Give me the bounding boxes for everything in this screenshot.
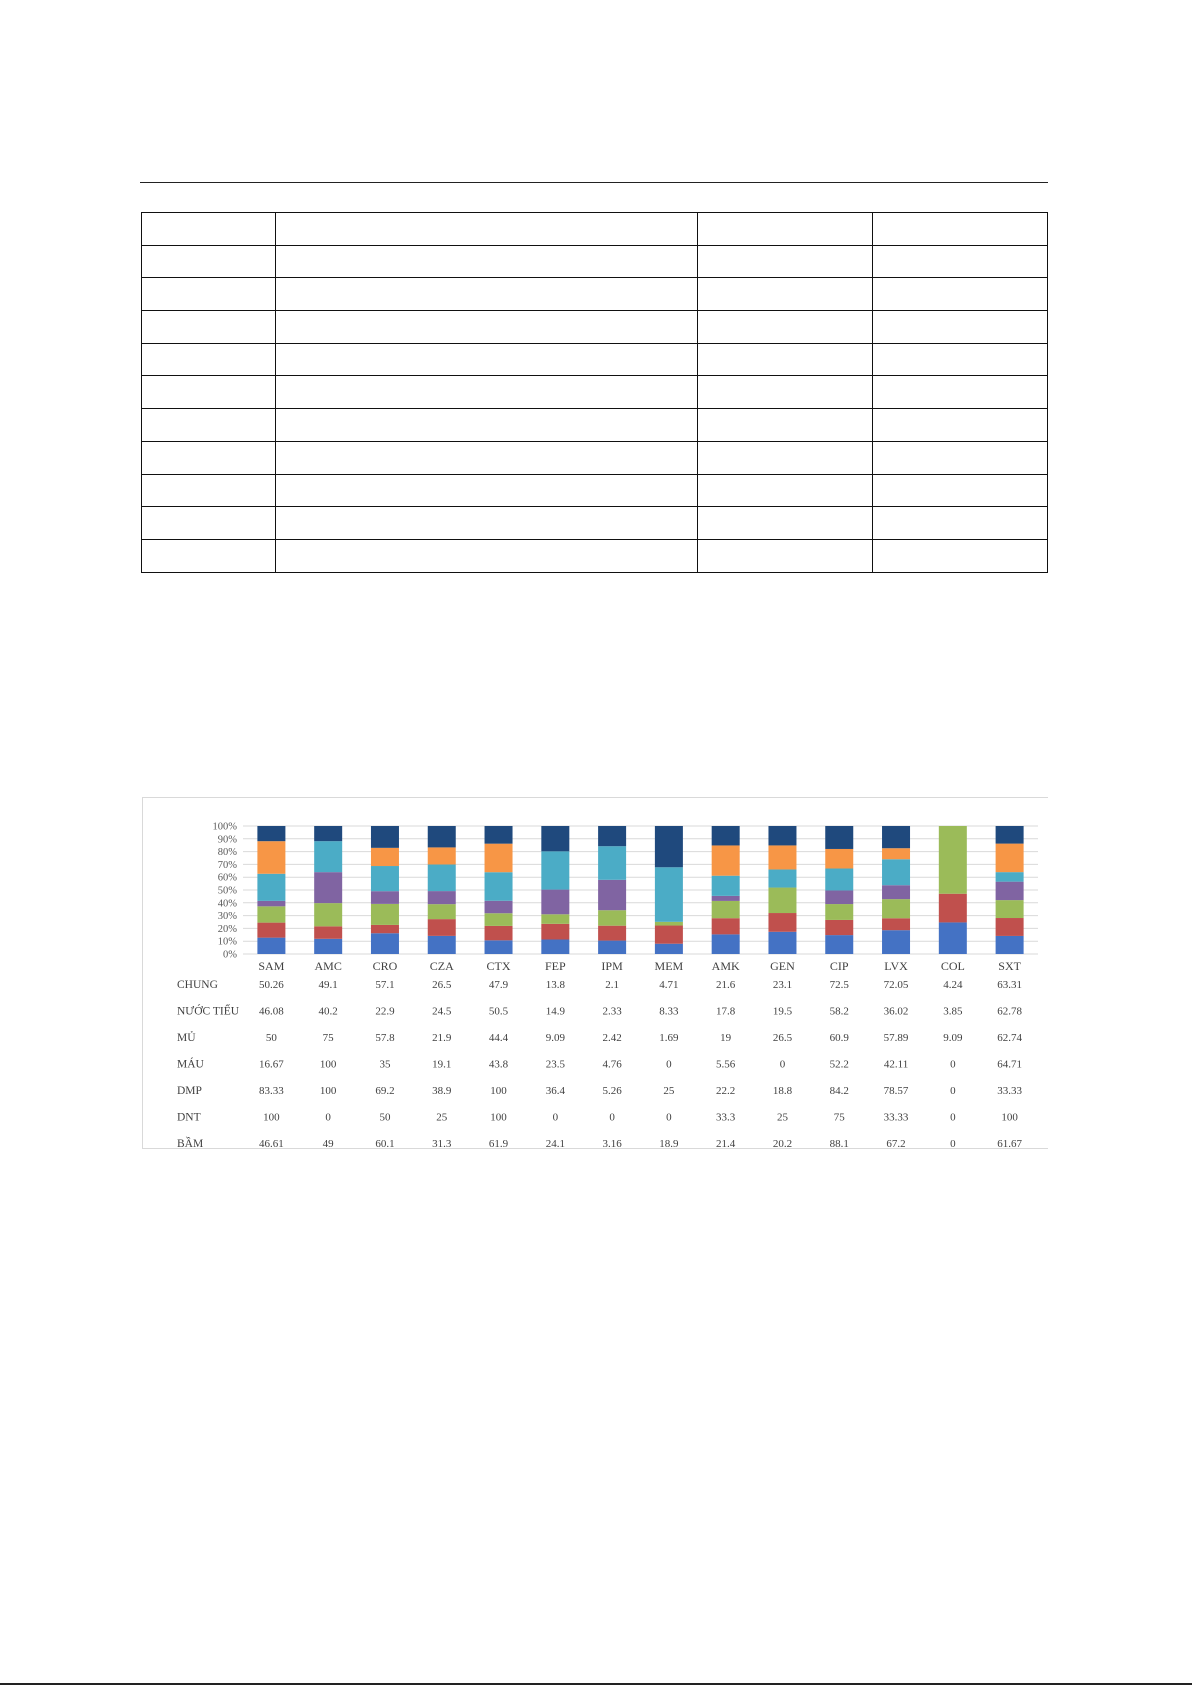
table-cell — [142, 376, 276, 409]
data-cell-value: 16.67 — [259, 1058, 284, 1071]
data-cell-value: 5.56 — [716, 1058, 736, 1071]
data-cell-value: 100 — [319, 1058, 337, 1071]
bar-segment — [712, 934, 740, 954]
data-cell-value: 60.9 — [829, 1032, 849, 1044]
data-cell-value: 57.89 — [883, 1032, 909, 1044]
bar-segment — [712, 826, 740, 845]
table-row — [142, 441, 1048, 474]
bar-segment — [882, 848, 910, 859]
y-tick-label: 50% — [217, 885, 237, 897]
table-cell — [276, 539, 698, 572]
table-cell — [873, 245, 1048, 278]
bar-segment — [428, 864, 456, 891]
data-cell-value: 24.5 — [432, 1005, 452, 1018]
bar-segment — [485, 826, 513, 844]
table-cell — [873, 507, 1048, 540]
table-cell — [873, 409, 1048, 442]
bar-segment — [882, 930, 910, 954]
data-cell-value: 3.16 — [602, 1138, 622, 1148]
x-tick-label: LVX — [884, 959, 908, 973]
bar-segment — [371, 933, 399, 954]
table-row — [142, 311, 1048, 344]
data-cell-value: 50 — [265, 1032, 277, 1044]
bar-segment — [598, 910, 626, 925]
table-cell — [698, 278, 873, 311]
bar-segment — [996, 900, 1024, 918]
data-cell-value: 25 — [436, 1111, 448, 1124]
x-tick-label: IPM — [601, 959, 623, 973]
table-row — [142, 474, 1048, 507]
bar-segment — [598, 880, 626, 910]
bar-segment — [371, 904, 399, 925]
table-cell — [276, 376, 698, 409]
data-cell-value: 62.78 — [997, 1005, 1022, 1018]
data-cell-value: 61.9 — [488, 1138, 509, 1148]
bar-segment — [825, 935, 853, 954]
data-cell-value: 22.9 — [375, 1005, 395, 1018]
data-cell-value: 4.71 — [659, 979, 679, 991]
table-cell — [142, 539, 276, 572]
data-cell-value: 0 — [779, 1058, 786, 1071]
data-cell-value: 58.2 — [829, 1005, 849, 1018]
data-cell-value: 17.8 — [716, 1005, 736, 1018]
data-cell-value: 24.1 — [545, 1138, 565, 1148]
data-cell-value: 19 — [720, 1032, 732, 1044]
bar-segment — [314, 872, 342, 903]
data-cell-value: 13.8 — [545, 979, 565, 991]
y-tick-label: 90% — [217, 834, 237, 846]
bar-segment — [996, 936, 1024, 954]
empty-table — [141, 212, 1048, 573]
series-row-label: BẦM — [177, 1138, 204, 1148]
table-cell — [142, 343, 276, 376]
bar-segment — [712, 918, 740, 934]
data-cell-value: 1.69 — [659, 1032, 679, 1044]
bar-segment — [939, 922, 967, 954]
table-cell — [276, 507, 698, 540]
data-cell-value: 42.11 — [883, 1058, 909, 1071]
table-cell — [698, 409, 873, 442]
bar-segment — [712, 901, 740, 918]
bar-segment — [541, 914, 569, 924]
x-tick-label: CZA — [429, 959, 454, 973]
data-cell-value: 72.05 — [883, 979, 909, 991]
data-cell-value: 0 — [666, 1111, 672, 1124]
table-cell — [698, 474, 873, 507]
bar-segment — [768, 888, 796, 913]
data-cell-value: 50.5 — [488, 1005, 509, 1018]
data-cell-value: 64.71 — [997, 1058, 1022, 1071]
bar-segment — [768, 826, 796, 845]
table-cell — [142, 278, 276, 311]
data-cell-value: 38.9 — [432, 1085, 452, 1097]
bar-segment — [371, 848, 399, 866]
bar-segment — [257, 901, 285, 906]
data-cell-value: 21.9 — [432, 1032, 452, 1044]
bar-segment — [428, 826, 456, 847]
data-cell-value: 3.85 — [943, 1005, 963, 1018]
bar-segment — [598, 846, 626, 880]
x-tick-label: AMC — [314, 959, 342, 973]
data-cell-value: 36.4 — [545, 1085, 565, 1097]
data-cell-value: 84.2 — [829, 1085, 849, 1097]
data-cell-value: 50 — [379, 1111, 391, 1124]
data-cell-value: 63.31 — [997, 979, 1022, 991]
x-tick-label: CRO — [372, 959, 398, 973]
x-tick-label: CTX — [486, 959, 511, 973]
data-cell-value: 2.1 — [605, 979, 619, 991]
data-cell-value: 52.2 — [829, 1058, 849, 1071]
bar-segment — [541, 939, 569, 954]
bar-segment — [598, 941, 626, 954]
bar-segment — [655, 826, 683, 867]
table-cell — [276, 213, 698, 246]
data-cell-value: 0 — [950, 1085, 956, 1097]
table-cell — [276, 409, 698, 442]
series-row-label: DMP — [177, 1085, 202, 1097]
data-cell-value: 18.8 — [772, 1085, 793, 1097]
x-tick-label: AMK — [711, 959, 740, 973]
data-cell-value: 31.3 — [432, 1138, 452, 1148]
table-cell — [276, 441, 698, 474]
data-cell-value: 0 — [950, 1138, 956, 1148]
bar-segment — [768, 913, 796, 932]
table-row — [142, 539, 1048, 572]
bar-segment — [485, 926, 513, 940]
bar-segment — [882, 859, 910, 885]
bar-segment — [541, 851, 569, 889]
table-cell — [873, 213, 1048, 246]
data-cell-value: 100 — [490, 1085, 507, 1097]
data-cell-value: 4.76 — [602, 1058, 622, 1071]
table-cell — [276, 474, 698, 507]
data-cell-value: 75 — [833, 1111, 845, 1124]
bar-segment — [314, 841, 342, 872]
table-cell — [698, 539, 873, 572]
data-cell-value: 40.2 — [318, 1005, 338, 1018]
table-row — [142, 343, 1048, 376]
table-cell — [142, 441, 276, 474]
table-cell — [698, 343, 873, 376]
table-cell — [698, 376, 873, 409]
bar-segment — [768, 869, 796, 887]
data-cell-value: 21.6 — [716, 979, 736, 991]
data-cell-value: 0 — [666, 1058, 672, 1071]
y-tick-label: 30% — [217, 911, 237, 923]
data-cell-value: 0 — [552, 1111, 559, 1124]
data-cell-value: 57.1 — [375, 979, 395, 991]
table-row — [142, 376, 1048, 409]
bar-segment — [996, 918, 1024, 936]
bar-segment — [257, 923, 285, 938]
bar-segment — [655, 944, 683, 954]
chart-frame — [142, 797, 1048, 1149]
bar-segment — [939, 826, 967, 894]
data-cell-value: 35 — [379, 1058, 391, 1071]
bar-segment — [655, 922, 683, 926]
bar-segment — [485, 940, 513, 954]
data-cell-value: 0 — [950, 1111, 956, 1124]
x-tick-label: GEN — [770, 959, 795, 973]
data-cell-value: 50.26 — [259, 979, 284, 991]
table-cell — [698, 245, 873, 278]
data-cell-value: 23.1 — [772, 979, 793, 991]
table-cell — [873, 343, 1048, 376]
bar-segment — [371, 891, 399, 904]
table-cell — [142, 507, 276, 540]
bar-segment — [257, 826, 285, 841]
bar-segment — [825, 920, 853, 935]
bar-segment — [825, 890, 853, 904]
bar-segment — [485, 901, 513, 914]
bar-segment — [939, 894, 967, 923]
data-cell-value: 19.5 — [772, 1005, 793, 1018]
bar-segment — [428, 891, 456, 904]
data-cell-value: 5.26 — [602, 1085, 622, 1097]
table-cell — [873, 311, 1048, 344]
bar-segment — [996, 844, 1024, 873]
bar-segment — [371, 925, 399, 933]
table-cell — [276, 278, 698, 311]
data-cell-value: 33.3 — [716, 1111, 736, 1124]
bar-segment — [541, 890, 569, 915]
bar-segment — [768, 932, 796, 954]
table-cell — [276, 311, 698, 344]
bar-segment — [882, 885, 910, 899]
bar-segment — [882, 899, 910, 918]
data-cell-value: 22.2 — [716, 1085, 736, 1097]
y-tick-label: 70% — [217, 859, 237, 871]
header-rule — [140, 182, 1048, 183]
y-tick-label: 10% — [217, 936, 237, 948]
table-cell — [142, 213, 276, 246]
data-cell-value: 0 — [325, 1111, 331, 1124]
bar-segment — [712, 876, 740, 896]
bar-segment — [541, 924, 569, 940]
x-tick-label: MEM — [654, 959, 684, 973]
series-row-label: DNT — [177, 1111, 201, 1124]
bar-segment — [882, 918, 910, 930]
data-cell-value: 100 — [1001, 1111, 1018, 1124]
bar-segment — [655, 926, 683, 944]
bar-segment — [257, 938, 285, 954]
table-cell — [142, 409, 276, 442]
bar-segment — [485, 872, 513, 901]
bar-segment — [428, 919, 456, 936]
data-cell-value: 67.2 — [886, 1138, 906, 1148]
data-cell-value: 20.2 — [772, 1138, 793, 1148]
bar-segment — [371, 866, 399, 891]
bar-segment — [712, 896, 740, 901]
bar-segment — [257, 841, 285, 874]
bar-segment — [485, 844, 513, 873]
bar-segment — [257, 874, 285, 901]
data-cell-value: 18.9 — [659, 1138, 679, 1148]
bar-segment — [768, 845, 796, 869]
y-tick-label: 80% — [217, 847, 237, 859]
data-cell-value: 75 — [322, 1032, 334, 1044]
data-cell-value: 21.4 — [716, 1138, 736, 1148]
data-cell-value: 19.1 — [432, 1058, 452, 1071]
data-cell-value: 88.1 — [829, 1138, 849, 1148]
x-tick-label: FEP — [544, 959, 566, 973]
data-cell-value: 36.02 — [883, 1005, 909, 1018]
bar-segment — [996, 882, 1024, 900]
bar-segment — [428, 847, 456, 864]
bar-segment — [541, 826, 569, 851]
y-tick-label: 20% — [217, 923, 237, 935]
bar-segment — [882, 826, 910, 848]
series-row-label: CHUNG — [177, 979, 218, 991]
data-cell-value: 25 — [663, 1085, 675, 1097]
data-cell-value: 26.5 — [772, 1032, 793, 1044]
bar-segment — [485, 913, 513, 926]
bar-segment — [996, 826, 1024, 844]
table-cell — [698, 311, 873, 344]
data-cell-value: 100 — [490, 1111, 507, 1124]
bar-segment — [314, 903, 342, 926]
data-cell-value: 83.33 — [259, 1085, 284, 1097]
table-cell — [873, 539, 1048, 572]
bar-segment — [825, 904, 853, 920]
data-cell-value: 33.33 — [997, 1085, 1022, 1097]
bar-segment — [428, 904, 456, 919]
bar-segment — [257, 906, 285, 922]
data-cell-value: 69.2 — [375, 1085, 395, 1097]
data-cell-value: 60.1 — [375, 1138, 395, 1148]
data-cell-value: 2.42 — [602, 1032, 622, 1044]
data-cell-value: 0 — [950, 1058, 956, 1071]
table-cell — [698, 441, 873, 474]
table-cell — [276, 343, 698, 376]
bar-segment — [314, 939, 342, 954]
data-cell-value: 44.4 — [488, 1032, 509, 1044]
data-cell-value: 8.33 — [659, 1005, 679, 1018]
data-cell-value: 78.57 — [883, 1085, 909, 1097]
data-cell-value: 14.9 — [545, 1005, 565, 1018]
data-cell-value: 23.5 — [545, 1058, 565, 1071]
data-cell-value: 61.67 — [997, 1138, 1022, 1148]
table-cell — [276, 245, 698, 278]
y-tick-label: 60% — [217, 872, 237, 884]
table-row — [142, 213, 1048, 246]
data-cell-value: 47.9 — [488, 979, 509, 991]
data-cell-value: 46.08 — [259, 1005, 284, 1018]
table-row — [142, 278, 1048, 311]
bar-segment — [996, 872, 1024, 882]
data-cell-value: 100 — [319, 1085, 337, 1097]
bar-segment — [428, 936, 456, 954]
bar-segment — [825, 869, 853, 891]
y-tick-label: 0% — [223, 949, 237, 961]
data-cell-value: 33.33 — [883, 1111, 909, 1124]
data-cell-value: 4.24 — [943, 979, 963, 991]
stacked-bar-chart — [143, 798, 1048, 1148]
bar-segment — [655, 867, 683, 922]
empty-table-body — [142, 213, 1048, 573]
table-row — [142, 409, 1048, 442]
x-tick-label: COL — [940, 959, 965, 973]
table-cell — [698, 213, 873, 246]
y-tick-label: 100% — [212, 821, 237, 833]
bar-segment — [598, 826, 626, 846]
data-cell-value: 9.09 — [545, 1032, 565, 1044]
table-cell — [142, 474, 276, 507]
data-cell-value: 57.8 — [375, 1032, 395, 1044]
series-row-label: NƯỚC TIỂU — [177, 1005, 240, 1018]
data-cell-value: 62.74 — [997, 1032, 1022, 1044]
table-cell — [698, 507, 873, 540]
data-cell-value: 2.33 — [602, 1005, 622, 1018]
data-cell-value: 72.5 — [829, 979, 849, 991]
y-tick-label: 40% — [217, 898, 237, 910]
data-cell-value: 25 — [776, 1111, 788, 1124]
table-cell — [142, 311, 276, 344]
table-cell — [142, 245, 276, 278]
data-cell-value: 100 — [263, 1111, 280, 1124]
bar-segment — [314, 926, 342, 938]
table-row — [142, 507, 1048, 540]
x-tick-label: SAM — [258, 959, 285, 973]
bar-segment — [598, 926, 626, 941]
table-cell — [873, 278, 1048, 311]
bar-segment — [314, 826, 342, 841]
series-row-label: MÁU — [177, 1058, 204, 1071]
bar-segment — [825, 849, 853, 869]
bar-segment — [825, 826, 853, 849]
bar-segment — [371, 826, 399, 848]
x-tick-label: SXT — [998, 959, 1021, 973]
data-cell-value: 9.09 — [943, 1032, 963, 1044]
series-row-label: MỦ — [177, 1032, 196, 1044]
bar-segment — [712, 845, 740, 875]
table-cell — [873, 441, 1048, 474]
table-cell — [873, 376, 1048, 409]
data-cell-value: 0 — [609, 1111, 615, 1124]
data-cell-value: 26.5 — [432, 979, 452, 991]
data-cell-value: 43.8 — [488, 1058, 509, 1071]
x-tick-label: CIP — [829, 959, 849, 973]
table-row — [142, 245, 1048, 278]
data-cell-value: 49 — [322, 1138, 334, 1148]
table-cell — [873, 474, 1048, 507]
data-cell-value: 49.1 — [318, 979, 338, 991]
data-cell-value: 46.61 — [259, 1138, 284, 1148]
